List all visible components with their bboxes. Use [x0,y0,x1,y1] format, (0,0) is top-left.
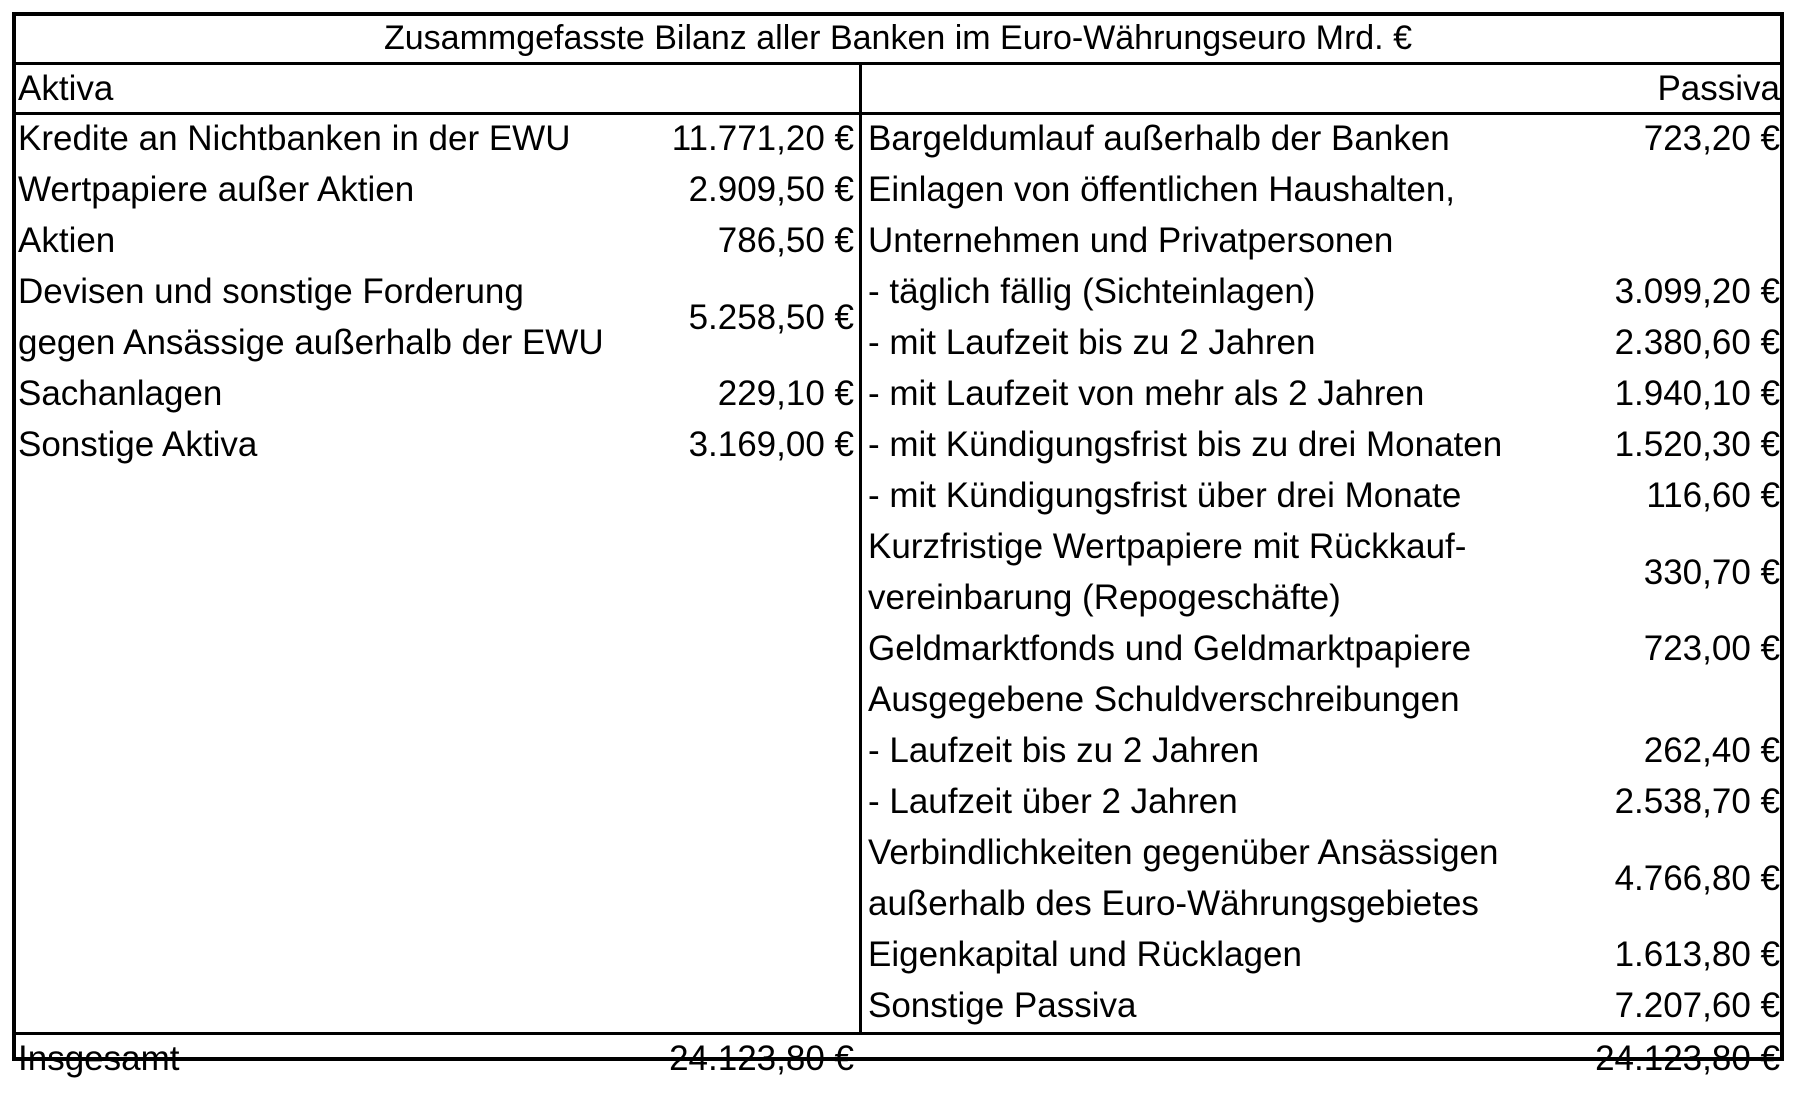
aktiva-row-label: Aktien [18,221,116,260]
aktiva-row-label: Sonstige Aktiva [18,425,258,464]
passiva-row-value: 723,00 € [1643,629,1780,668]
passiva-row-label: - mit Laufzeit bis zu 2 Jahren [868,323,1316,362]
table-title: Zusammgefasste Bilanz aller Banken im Euro-Währungseuro Mrd. € [384,19,1412,57]
total-aktiva-value: 24.123,80 € [669,1039,854,1078]
aktiva-row-label: gegen Ansässige außerhalb der EWU [18,323,604,362]
aktiva-row-label: Devisen und sonstige Forderung [18,272,524,311]
passiva-row-value: 1.613,80 € [1614,935,1780,974]
passiva-row-label: - mit Laufzeit von mehr als 2 Jahren [868,374,1425,413]
aktiva-row-value: 786,50 € [717,221,854,260]
passiva-row-value: 2.380,60 € [1614,323,1780,362]
column-divider [859,63,862,1033]
aktiva-row-value: 229,10 € [717,374,854,413]
aktiva-row-value: 2.909,50 € [688,170,854,209]
passiva-row-value: 330,70 € [1643,552,1780,592]
aktiva-header: Aktiva [18,69,114,108]
passiva-row-label: Eigenkapital und Rücklagen [868,935,1302,974]
aktiva-row-value: 5.258,50 € [688,297,854,337]
passiva-row-value: 2.538,70 € [1614,782,1780,821]
passiva-row-value: 7.207,60 € [1614,986,1780,1025]
passiva-row-label: vereinbarung (Repogeschäfte) [868,578,1341,617]
passiva-row-label: Verbindlichkeiten gegenüber Ansässigen [868,833,1499,872]
passiva-header: Passiva [1657,69,1780,108]
aktiva-row-label: Wertpapiere außer Aktien [18,170,415,209]
passiva-row-label: Geldmarktfonds und Geldmarktpapiere [868,629,1472,668]
passiva-row-label: Einlagen von öffentlichen Haushalten, [868,170,1456,209]
passiva-row-label: - Laufzeit über 2 Jahren [868,782,1238,821]
passiva-row-label: Sonstige Passiva [868,986,1137,1025]
total-label: Insgesamt [18,1039,180,1078]
passiva-row-label: - mit Kündigungsfrist bis zu drei Monaten [868,425,1503,464]
passiva-row-value: 116,60 € [1646,476,1780,515]
passiva-row-label: Unternehmen und Privatpersonen [868,221,1394,260]
passiva-row-value: 262,40 € [1643,731,1780,770]
passiva-row-value: 1.520,30 € [1614,425,1780,464]
passiva-row-value: 4.766,80 € [1614,858,1780,898]
passiva-row-label: - mit Kündigungsfrist über drei Monate [868,476,1462,515]
aktiva-row-value: 3.169,00 € [688,425,854,464]
aktiva-row-label: Kredite an Nichtbanken in der EWU [18,119,571,158]
aktiva-row-value: 11.771,20 € [671,119,854,158]
total-passiva-value: 24.123,80 € [1595,1039,1780,1078]
passiva-row-label: Kurzfristige Wertpapiere mit Rückkauf- [868,527,1467,566]
passiva-row-value: 3.099,20 € [1614,272,1780,311]
aktiva-row-label: Sachanlagen [18,374,223,413]
passiva-row-value: 723,20 € [1643,119,1780,158]
passiva-row-label: außerhalb des Euro-Währungsgebietes [868,884,1479,923]
passiva-row-label: Bargeldumlauf außerhalb der Banken [868,119,1450,158]
passiva-row-label: Ausgegebene Schuldverschreibungen [868,680,1460,719]
passiva-row-label: - täglich fällig (Sichteinlagen) [868,272,1316,311]
passiva-row-label: - Laufzeit bis zu 2 Jahren [868,731,1260,770]
passiva-row-value: 1.940,10 € [1614,374,1780,413]
